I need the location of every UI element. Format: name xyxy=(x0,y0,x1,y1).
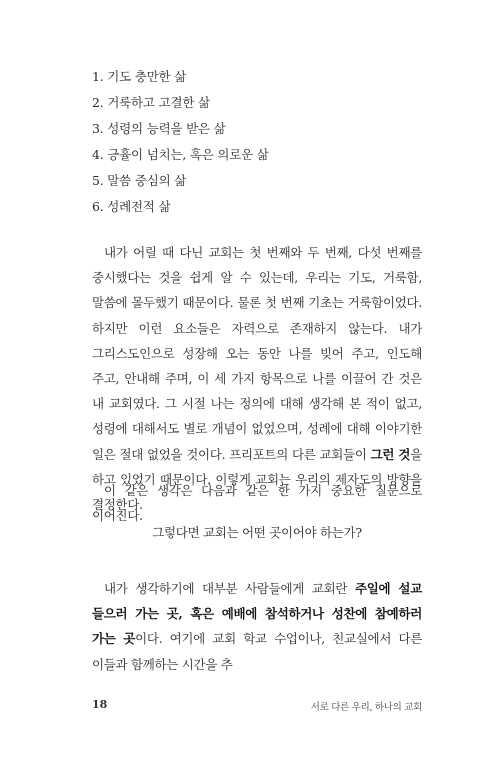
running-title: 서로 다른 우리, 하나의 교회 xyxy=(310,702,422,713)
paragraph-text: 을 하고 있었기 때문이다. 이렇게 교회는 우리의 제자도의 방향을 결정한다. xyxy=(92,446,422,513)
list-item: 4. 긍휼이 넘치는, 혹은 의로운 삶 xyxy=(92,147,269,162)
list-item: 2. 거룩하고 고결한 삶 xyxy=(92,95,210,110)
list-item: 6. 성례전적 삶 xyxy=(92,199,171,214)
page-number: 18 xyxy=(92,698,108,711)
body-paragraph-2: 이 같은 생각은 다음과 같은 한 가지 중요한 질문으로 이어진다. xyxy=(92,483,422,524)
list-item: 5. 말씀 중심의 삶 xyxy=(92,173,187,188)
numbered-list xyxy=(92,64,269,220)
paragraph-text: 이다. 여기에 교회 학교 수업이나, 친교실에서 다른 이들과 함께하는 시간을 추 xyxy=(92,631,422,672)
paragraph-text: 내가 생각하기에 대부분 사람들에게 교회란 xyxy=(104,581,355,596)
body-paragraph-1 xyxy=(92,240,422,517)
section-question: 그렇다면 교회는 어떤 곳이어야 하는가? xyxy=(152,525,362,540)
emphasis-text: 그런 것 xyxy=(370,446,411,462)
body-paragraph-3 xyxy=(92,576,422,677)
paragraph-text: 내가 어릴 때 다닌 교회는 첫 번째와 두 번째, 다섯 번째를 중시했다는 것을 쉽게 알 수 있는데, 우리는 기도, 거룩함, 말씀에 몰두했기 때문이다. 물론 첫 번째 기초는 거룩함이었다. 하지만 이런 요소들은 자력으로 존재하지 않는다. 내가 그리스도인으로 성장해 오는 동안 나를 빚어 주고, 인도해 주고, 안내해 주며, 이 세 가지 항목으로 나를 이끌어 간 것은 내 교회였다. 그 시절 나는 정의에 대해 생각해 본 적이 없고, 성령에 대해서도 별로 개념이 없었으며, 성례에 대해 이야기한 일은 절대 없었을 것이다. 프리포트의 다른 교회들이 xyxy=(92,245,422,462)
emphasis-text: 주일에 설교 들으러 가는 곳, 혹은 예배에 참석하거나 성찬에 참예하러 가는 곳 xyxy=(92,581,422,647)
list-item: 3. 성령의 능력을 받은 삶 xyxy=(92,121,226,136)
list-item: 1. 기도 충만한 삶 xyxy=(92,69,187,84)
